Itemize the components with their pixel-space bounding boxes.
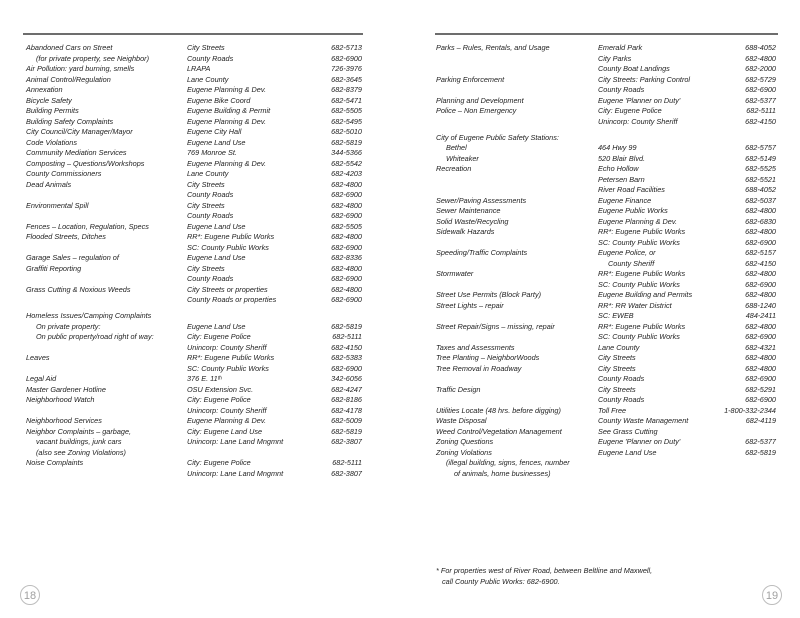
row-contact: Petersen Barn <box>598 174 645 184</box>
row-contact: SC: EWEB <box>598 311 634 321</box>
row-phone: 682-6900 <box>745 279 776 289</box>
row-contact: County Roads <box>187 211 234 220</box>
row-phone: 682-5819 <box>331 426 362 436</box>
row-topic: Noise Complaints <box>26 458 84 468</box>
row-contact: Eugene Public Works <box>598 206 668 216</box>
row-phone: 682-8186 <box>331 395 362 405</box>
row-phone: 682-5521 <box>745 174 776 184</box>
row-phone: 682-6900 <box>331 295 362 304</box>
row-contact: City Streets <box>187 200 225 210</box>
directory-row <box>436 458 776 469</box>
row-phone: 682-6900 <box>331 242 362 252</box>
row-topic: Homeless Issues/Camping Complaints <box>26 311 152 321</box>
row-contact: SC: County Public Works <box>598 237 680 247</box>
directory-row <box>436 427 776 438</box>
row-topic: Parks – Rules, Rentals, and Usage <box>436 43 550 52</box>
row-phone: 682-5713 <box>331 43 362 52</box>
row-contact: County Sheriff <box>608 258 655 268</box>
row-contact: River Road Facilities <box>598 185 665 195</box>
row-topic: Community Mediation Services <box>26 148 127 157</box>
row-topic: Tree Planting – NeighborWoods <box>436 353 540 363</box>
row-phone: 682-4150 <box>331 342 362 352</box>
row-topic: Parking Enforcement <box>436 74 505 84</box>
directory-row <box>436 364 776 375</box>
directory-row <box>436 311 776 322</box>
directory-row <box>436 469 776 480</box>
directory-row <box>436 227 776 238</box>
row-topic: Street Lights – repair <box>436 300 504 310</box>
row-contact: City Parks <box>598 53 632 63</box>
row-contact: City Streets: Parking Control <box>598 74 691 84</box>
row-contact: City Streets <box>598 384 636 394</box>
directory-row <box>436 395 776 406</box>
row-phone: 682-4800 <box>745 290 776 300</box>
row-contact: Unincorp: Lane Land Mngmnt <box>187 468 284 478</box>
row-contact: Eugene Land Use <box>187 221 246 231</box>
footnote-line: * For properties west of River Road, between Beltline and Maxwell, <box>436 566 653 575</box>
directory-row <box>436 43 776 54</box>
row-phone: 682-6900 <box>745 332 776 342</box>
row-topic: Street Use Permits (Block Party) <box>436 290 542 300</box>
row-phone: 682-5495 <box>331 116 362 126</box>
row-contact: County Roads <box>598 374 645 384</box>
row-phone: 682-5111 <box>332 458 362 468</box>
row-phone: 682-4203 <box>331 169 362 178</box>
directory-row <box>436 64 776 75</box>
directory-row <box>436 217 776 228</box>
row-phone: 682-6900 <box>331 53 362 63</box>
row-topic: Police – Non Emergency <box>436 106 517 115</box>
row-contact: SC: County Public Works <box>187 242 269 252</box>
row-contact: Eugene Land Use <box>598 447 657 457</box>
row-phone: 682-5471 <box>331 95 362 105</box>
directory-row <box>436 353 776 364</box>
directory-row <box>436 269 776 280</box>
row-topic: Street Repair/Signs – missing, repair <box>436 321 555 331</box>
row-contact: Eugene Building and Permits <box>598 290 693 300</box>
row-topic: Flooded Streets, Ditches <box>26 232 106 241</box>
row-contact: RR*: Eugene Public Works <box>598 227 686 237</box>
row-phone: 682-6900 <box>745 374 776 384</box>
row-contact: County Roads <box>187 274 234 283</box>
row-topic: City Council/City Manager/Mayor <box>26 127 133 136</box>
directory-row <box>436 290 776 301</box>
row-topic: Taxes and Assessments <box>436 342 515 352</box>
row-topic: Waste Disposal <box>436 416 487 426</box>
row-phone: 682-4800 <box>331 284 362 294</box>
directory-row <box>436 280 776 291</box>
row-phone: 682-5157 <box>745 248 776 258</box>
directory-row <box>436 143 776 154</box>
row-contact: County Roads <box>187 53 234 63</box>
row-phone: 682-5525 <box>745 164 776 174</box>
row-phone: 682-5819 <box>745 447 776 457</box>
row-phone: 682-8336 <box>331 253 362 262</box>
row-contact: Eugene Planning & Dev. <box>187 85 266 94</box>
row-contact: Unincorp: County Sheriff <box>598 116 678 126</box>
row-topic: Neighbor Complaints – garbage, <box>26 426 132 436</box>
row-topic: Air Pollution: yard burning, smells <box>26 64 135 73</box>
row-topic: Environmental Spill <box>26 200 89 210</box>
row-phone: 688-4052 <box>745 43 776 52</box>
row-contact: City: Eugene Police <box>187 458 251 468</box>
row-phone: 682-4800 <box>745 269 776 279</box>
row-contact: Eugene Land Use <box>187 321 246 331</box>
row-phone: 682-5377 <box>745 437 776 447</box>
row-contact: County Boat Landings <box>598 64 670 73</box>
row-contact: Eugene Planning & Dev. <box>187 116 266 126</box>
row-phone: 682-5819 <box>331 137 362 147</box>
row-topic: Abandoned Cars on Street <box>26 43 113 52</box>
row-contact: City Streets <box>187 263 225 273</box>
row-topic: Garage Sales – regulation of <box>26 253 119 262</box>
row-phone: 682-4178 <box>331 405 362 415</box>
directory-row <box>436 343 776 354</box>
row-topic: (for private property, see Neighbor) <box>36 53 150 63</box>
page-number: 19 <box>762 585 782 605</box>
directory-row <box>436 406 776 417</box>
row-topic: Planning and Development <box>436 95 524 105</box>
row-topic: Dead Animals <box>26 179 72 189</box>
row-contact: Unincorp: County Sheriff <box>187 342 267 352</box>
row-phone: 682-5291 <box>745 384 776 394</box>
row-topic: Annexation <box>26 85 63 94</box>
row-topic: On public property/road right of way: <box>36 332 154 342</box>
directory-row <box>436 175 776 186</box>
row-phone: 688-1240 <box>745 300 776 310</box>
row-topic: Neighborhood Services <box>26 416 102 426</box>
directory-list <box>436 43 776 479</box>
row-contact: Eugene Planning & Dev. <box>187 158 266 168</box>
row-topic: Master Gardener Hotline <box>26 384 106 394</box>
row-contact: County Waste Management <box>598 416 689 426</box>
row-topic: Utilities Locate (48 hrs. before digging) <box>436 405 561 415</box>
row-phone: 682-5111 <box>746 106 776 115</box>
row-phone: 682-6900 <box>331 211 362 220</box>
row-contact: Lane County <box>187 74 229 84</box>
row-contact: City Streets <box>187 43 225 52</box>
row-phone: 682-3645 <box>331 74 362 84</box>
row-phone: 682-4800 <box>331 200 362 210</box>
row-topic: of animals, home businesses) <box>454 468 551 478</box>
directory-row <box>436 248 776 259</box>
row-phone: 682-5010 <box>331 127 362 136</box>
row-phone: 342-6056 <box>331 374 362 384</box>
row-topic: Sidewalk Hazards <box>436 227 495 237</box>
row-phone: 682-3807 <box>331 437 362 447</box>
row-topic: Graffiti Reporting <box>26 263 82 273</box>
row-phone: 682-6900 <box>745 85 776 94</box>
row-contact: SC: County Public Works <box>598 279 680 289</box>
row-phone: 344-5366 <box>331 148 362 157</box>
row-contact: Eugene Planning & Dev. <box>598 216 677 226</box>
directory-row <box>436 154 776 165</box>
row-contact: SC: County Public Works <box>598 332 680 342</box>
row-phone: 682-4247 <box>331 384 362 394</box>
row-topic: Neighborhood Watch <box>26 395 95 405</box>
directory-row <box>436 301 776 312</box>
row-phone: 682-2000 <box>745 64 776 73</box>
row-topic: (also see Zoning Violations) <box>36 447 126 457</box>
row-topic: Grass Cutting & Noxious Weeds <box>26 284 131 294</box>
row-contact: County Roads <box>598 85 645 94</box>
row-phone: 682-5819 <box>331 321 362 331</box>
row-contact: Eugene Land Use <box>187 137 246 147</box>
row-contact: 464 Hwy 99 <box>598 143 637 153</box>
directory-row <box>436 117 776 128</box>
row-contact: Eugene Building & Permit <box>187 106 271 115</box>
footnote-line: call County Public Works: 682-6900. <box>442 576 560 586</box>
row-phone: 682-5377 <box>745 95 776 105</box>
row-contact: Echo Hollow <box>598 164 639 174</box>
row-contact: RR*: Eugene Public Works <box>598 321 686 331</box>
row-contact: Unincorp: Lane Land Mngmnt <box>187 437 284 447</box>
row-topic: Legal Aid <box>26 374 57 384</box>
page-number: 18 <box>20 585 40 605</box>
row-phone: 682-4800 <box>331 179 362 189</box>
top-rule <box>435 33 778 35</box>
row-contact: Unincorp: County Sheriff <box>187 405 267 415</box>
row-phone: 682-4800 <box>745 227 776 237</box>
row-phone: 682-4800 <box>745 363 776 373</box>
directory-row <box>436 259 776 270</box>
row-contact: RR*: RR Water District <box>598 300 672 310</box>
row-contact: Lane County <box>598 342 640 352</box>
row-phone: 682-5542 <box>331 158 362 168</box>
row-contact: RR*: Eugene Public Works <box>187 232 275 241</box>
directory-row <box>436 106 776 117</box>
footnote <box>436 566 766 587</box>
row-contact: City: Eugene Land Use <box>187 426 263 436</box>
row-phone: 682-4800 <box>331 263 362 273</box>
row-phone: 682-8379 <box>331 85 362 94</box>
row-topic: Building Safety Complaints <box>26 116 114 126</box>
row-contact: 769 Monroe St. <box>187 148 237 157</box>
directory-row <box>436 54 776 65</box>
row-phone: 682-5505 <box>331 106 362 115</box>
row-topic: Building Permits <box>26 106 79 115</box>
row-topic: Composting – Questions/Workshops <box>26 158 145 168</box>
row-topic: Fences – Location, Regulation, Specs <box>26 221 149 231</box>
row-topic: Bicycle Safety <box>26 95 72 105</box>
row-contact: City Streets <box>598 363 636 373</box>
row-topic: Weed Control/Vegetation Management <box>436 426 562 436</box>
row-phone: 682-4800 <box>745 206 776 216</box>
row-contact: 520 Blair Blvd. <box>598 153 646 163</box>
directory-row <box>436 238 776 249</box>
row-contact: RR*: Eugene Public Works <box>187 353 275 363</box>
row-phone: 682-6900 <box>331 190 362 199</box>
row-contact: County Roads <box>598 395 645 405</box>
row-contact: LRAPA <box>187 64 211 73</box>
directory-row <box>436 75 776 86</box>
row-topic: Leaves <box>26 353 50 363</box>
row-phone: 682-4150 <box>745 258 776 268</box>
row-phone: 682-5037 <box>745 195 776 205</box>
directory-row <box>436 448 776 459</box>
row-contact: City: Eugene Police <box>187 332 251 342</box>
row-phone: 682-6830 <box>745 216 776 226</box>
row-topic: County Commissioners <box>26 169 102 178</box>
row-phone: 726-3976 <box>331 64 362 73</box>
directory-row <box>436 164 776 175</box>
row-contact: 376 E. 11ᵗʰ <box>187 374 222 384</box>
row-phone: 682-4800 <box>745 321 776 331</box>
row-contact: Eugene 'Planner on Duty' <box>598 437 681 447</box>
row-topic: Traffic Design <box>436 384 481 394</box>
row-contact: City Streets <box>598 353 636 363</box>
directory-row <box>436 96 776 107</box>
row-topic: vacant buildings, junk cars <box>36 437 122 447</box>
row-phone: 682-4800 <box>331 232 362 241</box>
row-phone: 682-5009 <box>331 416 362 426</box>
row-contact: Lane County <box>187 169 229 178</box>
row-phone: 682-6900 <box>745 237 776 247</box>
row-topic: Sewer/Paving Assessments <box>436 195 527 205</box>
row-phone: 1-800-332-2344 <box>724 405 776 415</box>
directory-row <box>436 385 776 396</box>
row-contact: See Grass Cutting <box>598 426 658 436</box>
row-phone: 682-4119 <box>745 416 776 426</box>
row-topic: City of Eugene Public Safety Stations: <box>436 132 559 142</box>
directory-row <box>436 133 776 144</box>
directory-row <box>436 374 776 385</box>
row-contact: RR*: Eugene Public Works <box>598 269 686 279</box>
row-topic: (illegal building, signs, fences, number <box>446 458 570 468</box>
row-contact: Eugene 'Planner on Duty' <box>598 95 681 105</box>
directory-row <box>436 185 776 196</box>
row-contact: City: Eugene Police <box>187 395 251 405</box>
row-contact: Eugene Bike Coord <box>187 95 251 105</box>
directory-row <box>436 416 776 427</box>
row-topic: Zoning Violations <box>436 447 492 457</box>
row-phone: 682-6900 <box>331 274 362 283</box>
row-topic: Code Violations <box>26 137 77 147</box>
row-phone: 682-5111 <box>332 332 362 342</box>
row-topic: Stormwater <box>436 269 474 279</box>
row-contact: Toll Free <box>598 405 627 415</box>
row-phone: 688-4052 <box>745 185 776 195</box>
row-topic: Zoning Questions <box>436 437 494 447</box>
row-contact: Eugene Land Use <box>187 253 246 262</box>
row-contact: Emerald Park <box>598 43 643 52</box>
directory-row <box>436 322 776 333</box>
row-phone: 682-5383 <box>331 353 362 363</box>
row-topic: Speeding/Traffic Complaints <box>436 248 528 258</box>
row-topic: Whiteaker <box>446 153 479 163</box>
directory-row <box>436 206 776 217</box>
row-phone: 682-5149 <box>745 153 776 163</box>
row-contact: Eugene Police, or <box>598 248 656 258</box>
row-phone: 682-5505 <box>331 221 362 231</box>
row-contact: County Roads or properties <box>187 295 277 304</box>
row-phone: 682-4800 <box>745 353 776 363</box>
row-topic: Solid Waste/Recycling <box>436 216 509 226</box>
directory-row <box>436 85 776 96</box>
row-contact: Eugene City Hall <box>187 127 242 136</box>
directory-row <box>436 196 776 207</box>
row-topic: Tree Removal in Roadway <box>436 363 522 373</box>
row-topic: Animal Control/Regulation <box>26 74 111 84</box>
row-contact: Eugene Finance <box>598 195 652 205</box>
row-contact: County Roads <box>187 190 234 199</box>
row-topic: Bethel <box>446 143 467 153</box>
row-phone: 484-2411 <box>745 311 776 321</box>
row-contact: City: Eugene Police <box>598 106 662 115</box>
row-phone: 682-4150 <box>745 116 776 126</box>
directory-row <box>436 437 776 448</box>
row-phone: 682-5729 <box>745 74 776 84</box>
row-topic: Recreation <box>436 164 472 174</box>
row-contact: Eugene Planning & Dev. <box>187 416 266 426</box>
row-topic: On private property: <box>36 321 101 331</box>
row-phone: 682-6900 <box>745 395 776 405</box>
row-contact: SC: County Public Works <box>187 363 269 373</box>
row-contact: OSU Extension Svc. <box>187 384 254 394</box>
row-phone: 682-4800 <box>745 53 776 63</box>
row-phone: 682-5757 <box>745 143 776 153</box>
row-phone: 682-3807 <box>331 468 362 478</box>
row-topic: Sewer Maintenance <box>436 206 501 216</box>
directory-row <box>436 332 776 343</box>
row-contact: City Streets <box>187 179 225 189</box>
row-phone: 682-6900 <box>331 363 362 373</box>
row-contact: City Streets or properties <box>187 284 268 294</box>
row-phone: 682-4321 <box>745 342 776 352</box>
